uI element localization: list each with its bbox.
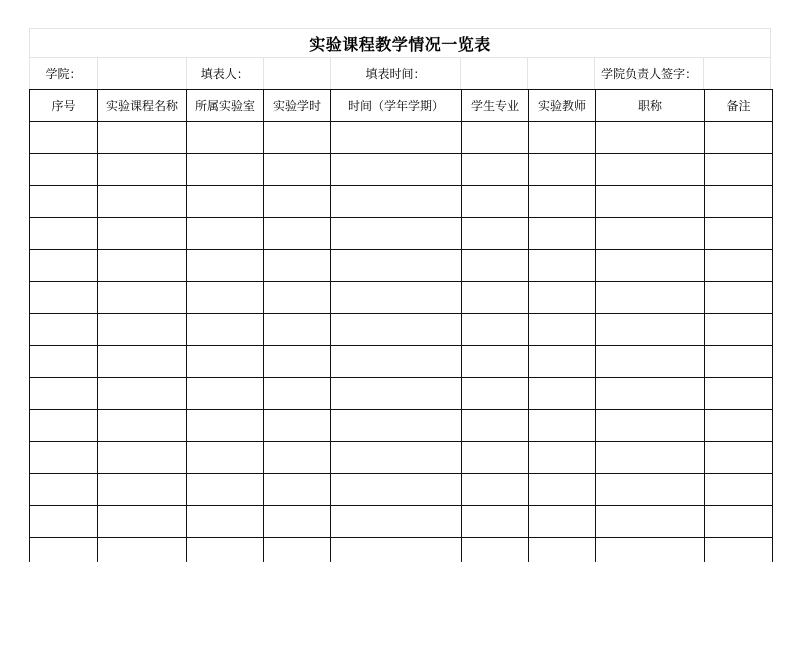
table-cell[interactable] bbox=[331, 378, 462, 410]
table-cell[interactable] bbox=[529, 378, 596, 410]
table-cell[interactable] bbox=[331, 282, 462, 314]
header-lab[interactable]: 所属实验室 bbox=[187, 90, 264, 122]
table-cell[interactable] bbox=[187, 282, 264, 314]
table-cell[interactable] bbox=[705, 442, 773, 474]
header-hours[interactable]: 实验学时 bbox=[264, 90, 331, 122]
table-cell[interactable] bbox=[705, 218, 773, 250]
table-cell[interactable] bbox=[705, 154, 773, 186]
table-cell[interactable] bbox=[30, 506, 98, 538]
table-cell[interactable] bbox=[705, 122, 773, 154]
table-cell[interactable] bbox=[187, 314, 264, 346]
table-cell[interactable] bbox=[187, 506, 264, 538]
table-body bbox=[30, 122, 773, 570]
table-cell[interactable] bbox=[264, 282, 331, 314]
table-cell[interactable] bbox=[98, 346, 187, 378]
table-row bbox=[30, 314, 773, 346]
table-row bbox=[30, 154, 773, 186]
table-row bbox=[30, 250, 773, 282]
table-cell[interactable] bbox=[705, 186, 773, 218]
table-cell[interactable] bbox=[462, 410, 529, 442]
table-cell[interactable] bbox=[331, 442, 462, 474]
table-cell[interactable] bbox=[187, 378, 264, 410]
table-cell[interactable] bbox=[529, 442, 596, 474]
table-cell[interactable] bbox=[462, 122, 529, 154]
table-cell[interactable] bbox=[529, 346, 596, 378]
table-row bbox=[30, 378, 773, 410]
table-cell[interactable] bbox=[596, 442, 705, 474]
table-cell[interactable] bbox=[596, 218, 705, 250]
table-cell[interactable] bbox=[529, 314, 596, 346]
table-cell[interactable] bbox=[98, 410, 187, 442]
table-row bbox=[30, 506, 773, 538]
table-cell[interactable] bbox=[98, 474, 187, 506]
table-cell[interactable] bbox=[187, 154, 264, 186]
table-cell[interactable] bbox=[462, 346, 529, 378]
table-cell[interactable] bbox=[98, 250, 187, 282]
table-cell[interactable] bbox=[331, 474, 462, 506]
table-cell[interactable] bbox=[187, 410, 264, 442]
table-row bbox=[30, 186, 773, 218]
table-cell[interactable] bbox=[462, 154, 529, 186]
table-cell[interactable] bbox=[30, 346, 98, 378]
table-cell[interactable] bbox=[596, 186, 705, 218]
table-cell[interactable] bbox=[529, 154, 596, 186]
fill-time-value-cell[interactable] bbox=[461, 58, 528, 89]
college-value-cell[interactable] bbox=[98, 58, 187, 89]
header-index[interactable]: 序号 bbox=[30, 90, 98, 122]
table-cell[interactable] bbox=[30, 218, 98, 250]
table-row bbox=[30, 282, 773, 314]
spreadsheet-sheet bbox=[29, 28, 771, 570]
table-cell[interactable] bbox=[264, 186, 331, 218]
table-cell[interactable] bbox=[705, 346, 773, 378]
table-cell[interactable] bbox=[596, 250, 705, 282]
table-cell[interactable] bbox=[705, 474, 773, 506]
table-cell[interactable] bbox=[264, 410, 331, 442]
table-cell[interactable] bbox=[331, 250, 462, 282]
head-sign-label[interactable]: 学院负责人签字： bbox=[595, 58, 704, 89]
table-row bbox=[30, 442, 773, 474]
table-row bbox=[30, 474, 773, 506]
table-cell[interactable] bbox=[30, 122, 98, 154]
table-cell[interactable] bbox=[98, 154, 187, 186]
table-cell[interactable] bbox=[187, 250, 264, 282]
table-cell[interactable] bbox=[462, 314, 529, 346]
table-cell[interactable] bbox=[596, 122, 705, 154]
table-cell[interactable] bbox=[462, 378, 529, 410]
table-cell[interactable] bbox=[331, 346, 462, 378]
table-cell[interactable] bbox=[30, 154, 98, 186]
table-cell[interactable] bbox=[98, 506, 187, 538]
table-cell[interactable] bbox=[705, 410, 773, 442]
table-cell[interactable] bbox=[264, 442, 331, 474]
table-cell[interactable] bbox=[529, 122, 596, 154]
table-cell[interactable] bbox=[98, 218, 187, 250]
table-row bbox=[30, 410, 773, 442]
table-cell[interactable] bbox=[462, 186, 529, 218]
table-cell[interactable] bbox=[30, 314, 98, 346]
table-cell[interactable] bbox=[264, 154, 331, 186]
table-cell[interactable] bbox=[705, 378, 773, 410]
table-row bbox=[30, 346, 773, 378]
table-cell[interactable] bbox=[596, 314, 705, 346]
table-cell[interactable] bbox=[98, 314, 187, 346]
college-label[interactable]: 学院： bbox=[30, 58, 98, 89]
table-cell[interactable] bbox=[187, 122, 264, 154]
table-cell[interactable] bbox=[596, 474, 705, 506]
table-cell[interactable] bbox=[264, 314, 331, 346]
table-cell[interactable] bbox=[331, 314, 462, 346]
table-cell[interactable] bbox=[462, 282, 529, 314]
table-cell[interactable] bbox=[331, 122, 462, 154]
table-title[interactable]: 实验课程教学情况一览表 bbox=[29, 28, 771, 57]
table-cell[interactable] bbox=[529, 506, 596, 538]
table-cell[interactable] bbox=[187, 442, 264, 474]
table-cell[interactable] bbox=[331, 506, 462, 538]
blank-info-cell[interactable] bbox=[528, 58, 595, 89]
table-cell[interactable] bbox=[705, 506, 773, 538]
header-course-name[interactable]: 实验课程名称 bbox=[98, 90, 187, 122]
table-cell[interactable] bbox=[187, 218, 264, 250]
table-cell[interactable] bbox=[264, 506, 331, 538]
info-row bbox=[29, 57, 771, 89]
header-major[interactable]: 学生专业 bbox=[462, 90, 529, 122]
table-cell[interactable] bbox=[529, 282, 596, 314]
table-cell[interactable] bbox=[30, 474, 98, 506]
table-cell[interactable] bbox=[705, 282, 773, 314]
table-cell[interactable] bbox=[529, 218, 596, 250]
table-cell[interactable] bbox=[331, 410, 462, 442]
table-row bbox=[30, 122, 773, 154]
table-cell[interactable] bbox=[264, 218, 331, 250]
filler-value-cell[interactable] bbox=[264, 58, 331, 89]
table-cell[interactable] bbox=[529, 250, 596, 282]
table-cell[interactable] bbox=[596, 282, 705, 314]
head-sign-value-cell[interactable] bbox=[704, 58, 771, 89]
table-cell[interactable] bbox=[462, 506, 529, 538]
table-cell[interactable] bbox=[596, 410, 705, 442]
table-cell[interactable] bbox=[462, 474, 529, 506]
table-cell[interactable] bbox=[462, 442, 529, 474]
table-cell[interactable] bbox=[30, 186, 98, 218]
table-cell[interactable] bbox=[331, 154, 462, 186]
table-cell[interactable] bbox=[529, 186, 596, 218]
table-cell[interactable] bbox=[705, 314, 773, 346]
table-cell[interactable] bbox=[30, 378, 98, 410]
table-cell[interactable] bbox=[98, 442, 187, 474]
table-cell[interactable] bbox=[30, 282, 98, 314]
header-term[interactable]: 时间（学年学期） bbox=[331, 90, 462, 122]
table-cell[interactable] bbox=[187, 186, 264, 218]
table-cell[interactable] bbox=[30, 442, 98, 474]
table-cell[interactable] bbox=[462, 218, 529, 250]
table-cell[interactable] bbox=[596, 506, 705, 538]
table-cell[interactable] bbox=[264, 474, 331, 506]
page-bottom-margin bbox=[0, 562, 800, 648]
table-header-row bbox=[30, 90, 773, 122]
table-cell[interactable] bbox=[264, 378, 331, 410]
table-cell[interactable] bbox=[331, 218, 462, 250]
table-cell[interactable] bbox=[596, 154, 705, 186]
table-cell[interactable] bbox=[98, 186, 187, 218]
table-cell[interactable] bbox=[30, 410, 98, 442]
fill-time-label[interactable]: 填表时间： bbox=[331, 58, 462, 89]
header-title[interactable]: 职称 bbox=[596, 90, 705, 122]
header-remarks[interactable]: 备注 bbox=[705, 90, 773, 122]
table-cell[interactable] bbox=[596, 346, 705, 378]
table-cell[interactable] bbox=[596, 378, 705, 410]
table-cell[interactable] bbox=[331, 186, 462, 218]
table-cell[interactable] bbox=[98, 122, 187, 154]
table-cell[interactable] bbox=[187, 346, 264, 378]
table-cell[interactable] bbox=[462, 250, 529, 282]
table-cell[interactable] bbox=[187, 474, 264, 506]
table-row bbox=[30, 218, 773, 250]
table-cell[interactable] bbox=[98, 378, 187, 410]
header-teacher[interactable]: 实验教师 bbox=[529, 90, 596, 122]
table-cell[interactable] bbox=[529, 474, 596, 506]
table-cell[interactable] bbox=[30, 250, 98, 282]
table-cell[interactable] bbox=[98, 282, 187, 314]
table-cell[interactable] bbox=[264, 346, 331, 378]
table-cell[interactable] bbox=[264, 122, 331, 154]
course-table bbox=[29, 89, 773, 570]
table-cell[interactable] bbox=[529, 410, 596, 442]
filler-label[interactable]: 填表人： bbox=[187, 58, 264, 89]
table-cell[interactable] bbox=[264, 250, 331, 282]
table-cell[interactable] bbox=[705, 250, 773, 282]
